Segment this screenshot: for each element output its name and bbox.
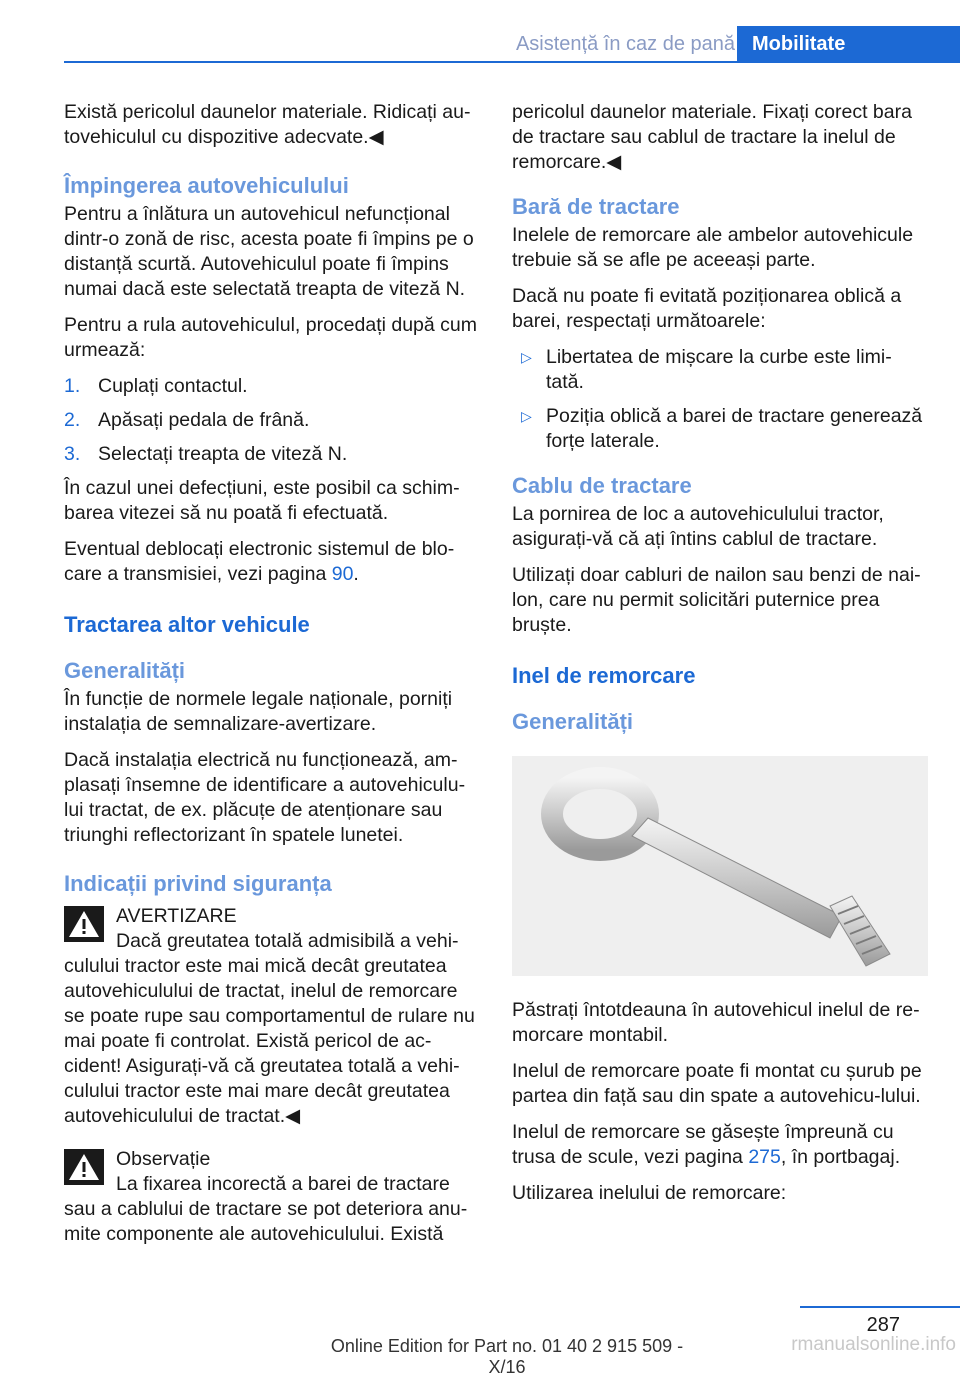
unlock-text: Eventual deblocați electronic sistemul de blo-care a transmisiei, vezi pagina bbox=[64, 538, 455, 585]
paragraph-unlock bbox=[64, 537, 480, 587]
list-item bbox=[512, 404, 928, 454]
paragraph-ring-3 bbox=[512, 1120, 928, 1170]
paragraph-bar-1: Inelele de remorcare ale ambelor autovehicule trebuie să se afle pe aceeași parte. bbox=[512, 224, 914, 271]
paragraph-ring-1: Păstrați întotdeauna în autovehicul inelul de re-morcare montabil. bbox=[512, 999, 920, 1046]
warning-lead: Dacă greutatea totală admisibilă a vehi- bbox=[116, 930, 459, 952]
list-item bbox=[64, 408, 480, 433]
warning-title: AVERTIZARE bbox=[116, 905, 237, 927]
step-text: Selectați treapta de viteză N. bbox=[98, 443, 348, 465]
heading-general: Generalități bbox=[64, 658, 186, 683]
bullet-text: Libertatea de mișcare la curbe este limi-tată. bbox=[546, 346, 892, 393]
ring-3-text: Inelul de remorcare se găsește împreună cu trusa de scule, vezi pagina bbox=[512, 1121, 894, 1168]
page-number: 287 bbox=[866, 1314, 900, 1336]
footer-rule bbox=[800, 1306, 960, 1308]
header-chapter-tab: Mobilitate bbox=[737, 26, 960, 62]
tow-ring-image bbox=[512, 756, 928, 976]
paragraph-cable-1: La pornirea de loc a autovehiculului tractor, asigurați-vă că ați întins cablul de tractare. bbox=[512, 503, 884, 550]
steps-list bbox=[64, 374, 480, 467]
header-section-title: Asistență în caz de pană bbox=[515, 33, 735, 55]
paragraph-general-1: În funcție de normele legale naționale, porniți instalația de semnalizare-avertizare. bbox=[64, 688, 453, 735]
paragraph-push-1: Pentru a înlătura un autovehicul nefuncțional dintr-o zonă de risc, acesta poate fi împins pe o distanță scurtă. Autovehiculul poate fi împins numai dacă este selectată treapta de viteză N. bbox=[64, 203, 474, 300]
note-block bbox=[64, 1147, 480, 1247]
bullet-list bbox=[512, 345, 928, 454]
page-link-90[interactable]: 90 bbox=[331, 563, 354, 585]
bullet-triangle-icon: ▷ bbox=[521, 349, 532, 365]
heading-tow-bar: Bară de tractare bbox=[512, 194, 680, 219]
note-lead: La fixarea incorectă a barei de tractare bbox=[116, 1173, 450, 1195]
warning-body bbox=[64, 929, 480, 1129]
caution-icon bbox=[64, 1149, 104, 1185]
list-item bbox=[64, 374, 480, 399]
note-rest: sau a cablului de tractare se pot deteriora anu-mite componente ale autovehiculului. Există bbox=[64, 1198, 468, 1245]
unlock-text-end: . bbox=[353, 563, 359, 585]
heading-pushing: Împingerea autovehiculului bbox=[64, 173, 349, 198]
paragraph-ring-4: Utilizarea inelului de remorcare: bbox=[512, 1182, 787, 1204]
step-number: 2. bbox=[64, 409, 81, 431]
header-rule bbox=[64, 61, 960, 63]
tow-ring-illustration bbox=[512, 756, 928, 976]
step-number: 1. bbox=[64, 375, 81, 397]
page-link-275[interactable]: 275 bbox=[748, 1146, 781, 1168]
step-text: Cuplați contactul. bbox=[98, 375, 248, 397]
ring-3-text-end: , în portbagaj. bbox=[780, 1146, 901, 1168]
note-title: Observație bbox=[116, 1148, 211, 1170]
edition-line: Online Edition for Part no. 01 40 2 915 509 - X/16 bbox=[330, 1336, 684, 1377]
paragraph-push-2: Pentru a rula autovehiculul, procedați după cum urmează: bbox=[64, 314, 478, 361]
list-item bbox=[64, 442, 480, 467]
paragraph-defect: În cazul unei defecțiuni, este posibil ca schim-barea vitezei să nu poată fi efectuată. bbox=[64, 477, 460, 524]
right-column bbox=[512, 100, 928, 1217]
heading-tow-ring: Inel de remorcare bbox=[512, 663, 696, 688]
left-column bbox=[64, 100, 480, 1261]
warning-rest: culului tractor este mai mică decât greutatea autovehiculului de tractat, inelul de remorcare se poate rupe sau comportamentul de rulare nu mai poate fi controlat. Există pericol de ac-cident! Asigurați-vă că greutatea totală a vehi-culului tractor este mai mare decât greutatea autovehiculului de tractat.◀ bbox=[64, 955, 475, 1127]
watermark: rmanualsonline.info bbox=[791, 1334, 956, 1355]
paragraph-continued: pericolul daunelor materiale. Fixați corect bara de tractare sau cablul de tractare la inelul de remorcare.◀ bbox=[512, 101, 912, 173]
bullet-triangle-icon: ▷ bbox=[521, 408, 532, 424]
heading-tow-other: Tractarea altor vehicule bbox=[64, 612, 310, 637]
heading-general-ring: Generalități bbox=[512, 709, 634, 734]
bullet-text: Poziția oblică a barei de tractare generează forțe laterale. bbox=[546, 405, 923, 452]
step-text: Apăsați pedala de frână. bbox=[98, 409, 310, 431]
warning-block bbox=[64, 904, 480, 1129]
paragraph-general-2: Dacă instalația electrică nu funcționează, am-plasați însemne de identificare a autovehiculu-lui tractat, de ex. plăcuțe de atenționare sau triunghi reflectorizant în spatele lunetei. bbox=[64, 749, 466, 846]
page-header bbox=[0, 0, 960, 62]
paragraph-intro: Există pericolul daunelor materiale. Ridicați au-tovehiculul cu dispozitive adecvate.◀ bbox=[64, 101, 471, 148]
heading-tow-cable: Cablu de tractare bbox=[512, 473, 692, 498]
step-number: 3. bbox=[64, 443, 81, 465]
paragraph-bar-2: Dacă nu poate fi evitată poziționarea oblică a barei, respectați următoarele: bbox=[512, 285, 902, 332]
list-item bbox=[512, 345, 928, 395]
note-body bbox=[64, 1172, 480, 1247]
paragraph-ring-2: Inelul de remorcare poate fi montat cu șurub pe partea din față sau din spate a autovehicu-lului. bbox=[512, 1060, 922, 1107]
warning-icon bbox=[64, 906, 104, 942]
heading-safety: Indicații privind siguranța bbox=[64, 871, 332, 896]
paragraph-cable-2: Utilizați doar cabluri de nailon sau benzi de nai-lon, care nu permit solicitări puternice prea bruște. bbox=[512, 564, 921, 636]
